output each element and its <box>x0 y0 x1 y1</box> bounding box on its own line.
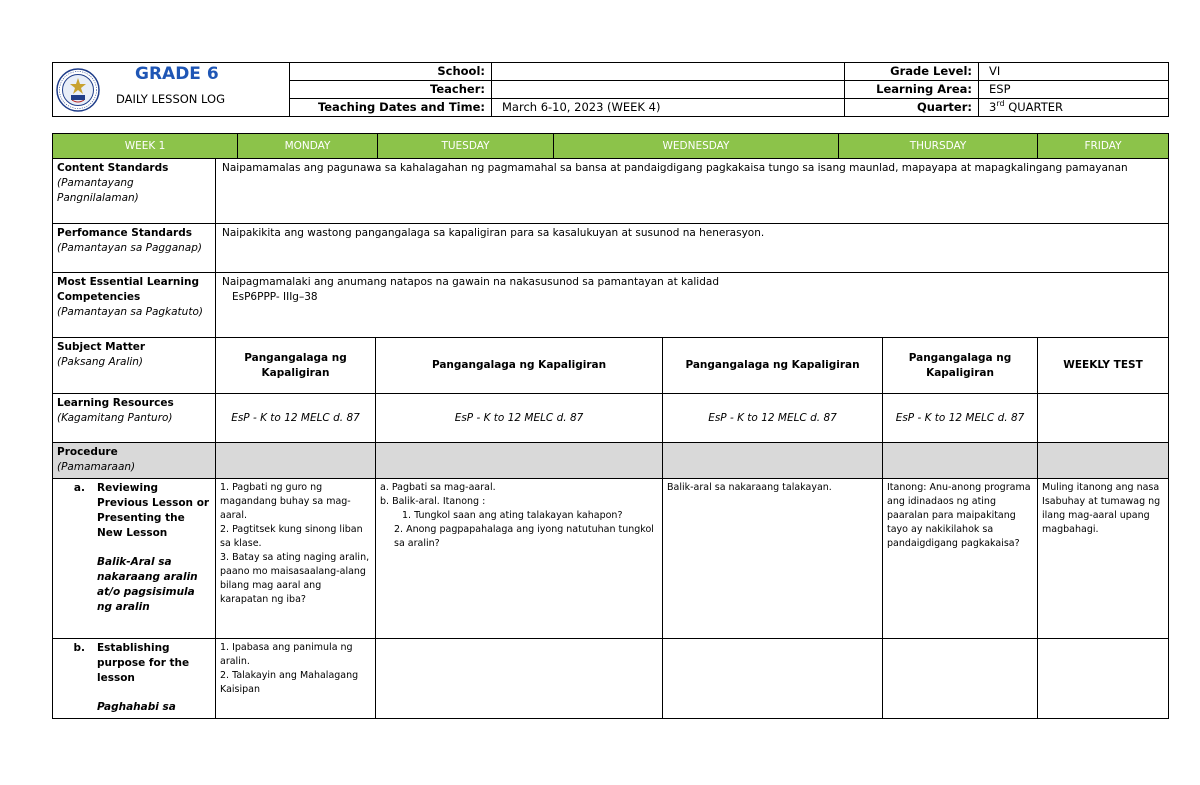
lesson-log-table <box>52 133 1169 719</box>
subject-monday: Pangangalaga ng Kapaligiran <box>216 338 376 394</box>
purpose-title: Establishing purpose for the lesson <box>97 642 190 684</box>
learning-resources-sub: (Kagamitang Panturo) <box>57 412 173 424</box>
teaching-dates-value: March 6-10, 2023 (WEEK 4) <box>492 99 845 117</box>
content-standards-label-cell <box>53 159 216 224</box>
review-tuesday <box>376 479 663 639</box>
logo-cell <box>53 63 290 117</box>
learning-resources-row <box>53 394 1169 443</box>
day-header-thursday: THURSDAY <box>839 134 1038 159</box>
melc-text-cell <box>216 273 1169 338</box>
daily-lesson-log-title: DAILY LESSON LOG <box>116 92 226 106</box>
school-value <box>492 63 845 81</box>
purpose-letter: b. <box>73 642 85 654</box>
learning-area-value: ESP <box>979 81 1169 99</box>
content-standards-text: Naipamamalas ang pagunawa sa kahalagahan ng pagmamahal sa bansa at pandaigdigang pagkakaisa tungo sa isang maunlad, mapayapa at mapagkalingang pamayanan <box>216 159 1169 224</box>
subject-thursday: Pangangalaga ng Kapaligiran <box>883 338 1038 394</box>
review-row <box>53 479 1169 639</box>
review-sub: Balik-Aral sa nakaraang aralin at/o pagsisimula ng aralin <box>97 556 198 613</box>
performance-standards-text: Naipakikita ang wastong pangangalaga sa kapaligiran para sa kasalukuyan at susunod na henerasyon. <box>216 224 1169 273</box>
performance-standards-sub: (Pamantayan sa Pagganap) <box>57 242 202 254</box>
deped-seal-icon <box>56 68 100 112</box>
content-standards-label: Content Standards <box>57 162 169 174</box>
melc-row <box>53 273 1169 338</box>
performance-standards-row <box>53 224 1169 273</box>
learning-resources-label-cell <box>53 394 216 443</box>
quarter-value <box>979 99 1169 117</box>
subject-friday: WEEKLY TEST <box>1038 338 1169 394</box>
procedure-label: Procedure <box>57 446 118 458</box>
header-table <box>52 62 1169 117</box>
review-tuesday-item-1: a. Pagbati sa mag-aaral. <box>380 482 496 493</box>
purpose-thursday <box>883 639 1038 719</box>
subject-matter-label-cell <box>53 338 216 394</box>
purpose-tuesday <box>376 639 663 719</box>
purpose-monday-item-1: 1. Ipabasa ang panimula ng aralin. <box>220 642 353 667</box>
procedure-label-cell <box>53 443 216 479</box>
purpose-sub: Paghahabi sa <box>97 701 176 713</box>
review-letter: a. <box>73 482 85 494</box>
procedure-wednesday <box>663 443 883 479</box>
teaching-dates-label: Teaching Dates and Time: <box>290 99 492 117</box>
purpose-label-cell <box>53 639 216 719</box>
performance-standards-label: Perfomance Standards <box>57 227 192 239</box>
subject-wednesday: Pangangalaga ng Kapaligiran <box>663 338 883 394</box>
review-monday-item-3: 3. Batay sa ating naging aralin, paano mo maisasaalang-alang bilang mag aaral ang karapatan ng iba? <box>220 552 370 605</box>
teacher-value <box>492 81 845 99</box>
day-header-friday: FRIDAY <box>1038 134 1169 159</box>
grade-level-label: Grade Level: <box>845 63 979 81</box>
learning-resources-label: Learning Resources <box>57 397 174 409</box>
teacher-label: Teacher: <box>290 81 492 99</box>
subject-matter-label: Subject Matter <box>57 341 146 353</box>
resources-tuesday: EsP - K to 12 MELC d. 87 <box>376 394 663 443</box>
melc-sub: (Pamantayan sa Pagkatuto) <box>57 306 203 318</box>
subject-tuesday: Pangangalaga ng Kapaligiran <box>376 338 663 394</box>
resources-thursday: EsP - K to 12 MELC d. 87 <box>883 394 1038 443</box>
quarter-number: 3 <box>989 100 997 114</box>
review-title: Reviewing Previous Lesson or Presenting the New Lesson <box>97 482 210 539</box>
content-standards-sub: (Pamantayang Pangnilalaman) <box>57 177 139 204</box>
week-header: WEEK 1 <box>53 134 238 159</box>
purpose-monday <box>216 639 376 719</box>
procedure-sub: (Pamamaraan) <box>57 461 136 473</box>
review-wednesday: Balik-aral sa nakaraang talakayan. <box>663 479 883 639</box>
quarter-label: Quarter: <box>845 99 979 117</box>
grade-title: GRADE 6 <box>135 64 219 84</box>
day-header-wednesday: WEDNESDAY <box>554 134 839 159</box>
purpose-row <box>53 639 1169 719</box>
quarter-suffix: rd <box>996 99 1005 109</box>
review-label-cell <box>53 479 216 639</box>
performance-standards-label-cell <box>53 224 216 273</box>
melc-label-cell <box>53 273 216 338</box>
review-tuesday-item-3: 1. Tungkol saan ang ating talakayan kahapon? <box>402 510 623 521</box>
grade-level-value: VI <box>979 63 1169 81</box>
review-tuesday-item-2: b. Balik-aral. Itanong : <box>380 496 486 507</box>
procedure-tuesday <box>376 443 663 479</box>
resources-wednesday: EsP - K to 12 MELC d. 87 <box>663 394 883 443</box>
review-thursday: Itanong: Anu-anong programa ang idinadaos ng ating paaralan para maipakitang tayo ay nakikilahok sa pandaigdigang pagkakaisa? <box>883 479 1038 639</box>
day-header-tuesday: TUESDAY <box>378 134 554 159</box>
resources-friday <box>1038 394 1169 443</box>
purpose-wednesday <box>663 639 883 719</box>
procedure-row <box>53 443 1169 479</box>
resources-monday: EsP - K to 12 MELC d. 87 <box>216 394 376 443</box>
school-label: School: <box>290 63 492 81</box>
procedure-thursday <box>883 443 1038 479</box>
subject-matter-row <box>53 338 1169 394</box>
content-standards-row <box>53 159 1169 224</box>
purpose-friday <box>1038 639 1169 719</box>
melc-code: EsP6PPP- IIIg–38 <box>232 291 318 303</box>
review-friday: Muling itanong ang nasa Isabuhay at tumawag ng ilang mag-aaral upang magbahagi. <box>1038 479 1169 639</box>
review-monday-item-2: 2. Pagtitsek kung sinong liban sa klase. <box>220 524 363 549</box>
melc-label: Most Essential Learning Competencies <box>57 276 199 303</box>
review-monday-item-1: 1. Pagbati ng guro ng magandang buhay sa mag-aaral. <box>220 482 351 521</box>
procedure-friday <box>1038 443 1169 479</box>
learning-area-label: Learning Area: <box>845 81 979 99</box>
review-tuesday-item-4: 2. Anong pagpapahalaga ang iyong natutuhan tungkol sa aralin? <box>394 524 654 549</box>
week-header-row <box>53 134 1169 159</box>
procedure-monday <box>216 443 376 479</box>
melc-text: Naipagmamalaki ang anumang natapos na gawain na nakasusunod sa pamantayan at kalidad <box>222 276 719 288</box>
purpose-monday-item-2: 2. Talakayin ang Mahalagang Kaisipan <box>220 670 359 695</box>
subject-matter-sub: (Paksang Aralin) <box>57 356 144 368</box>
day-header-monday: MONDAY <box>238 134 378 159</box>
review-monday <box>216 479 376 639</box>
quarter-word: QUARTER <box>1004 100 1063 114</box>
